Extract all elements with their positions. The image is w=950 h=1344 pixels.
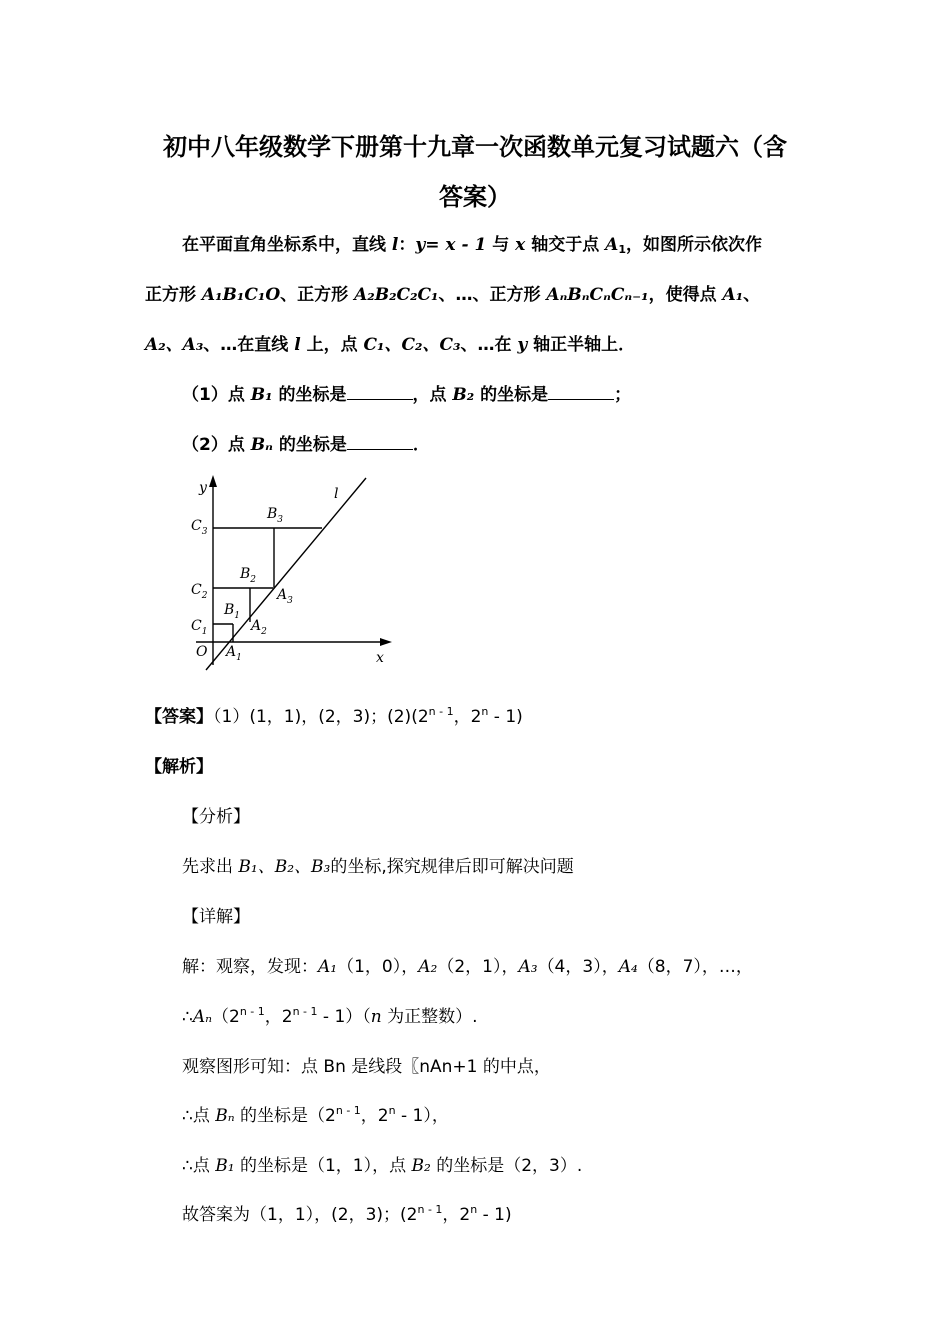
solution-line-2: ∴Aₙ（2$^{n - 1}$，2$^{n - 1}$ - 1）（n 为正整数）. bbox=[182, 1005, 478, 1027]
label-o: O bbox=[196, 644, 208, 660]
answer-blank-1[interactable] bbox=[347, 398, 413, 400]
document-title bbox=[120, 122, 830, 222]
answer-blank-3[interactable] bbox=[347, 448, 413, 450]
y-axis-arrow-icon bbox=[209, 475, 217, 487]
solution-line-6: 故答案为（1，1），(2，3)；(2$^{n - 1}$，2$^n$ - 1) bbox=[182, 1203, 512, 1225]
label-b3: $B_3$ bbox=[267, 506, 284, 525]
question-1: （1）点 B₁ 的坐标是 ，点 B₂ 的坐标是 ； bbox=[182, 385, 632, 405]
solution-line-4: ∴点 Bₙ 的坐标是（2$^{n - 1}$，2$^n$ - 1）， bbox=[182, 1104, 449, 1126]
label-x: x bbox=[376, 650, 384, 666]
solution-line-3: 观察图形可知：点 Bn 是线段〖nAn+1 的中点， bbox=[182, 1057, 551, 1077]
label-c1: $C_1$ bbox=[191, 618, 208, 637]
square-construction-figure bbox=[188, 470, 403, 675]
line-l bbox=[206, 478, 366, 670]
label-c3: $C_3$ bbox=[191, 518, 208, 537]
jiexi-heading: 【解析】 bbox=[145, 757, 213, 777]
label-a1: $A_1$ bbox=[226, 644, 242, 663]
label-b1: $B_1$ bbox=[224, 602, 241, 621]
label-l: l bbox=[334, 486, 339, 502]
problem-line-2: 正方形 A₁B₁C₁O、正方形 A₂B₂C₂C₁、…、正方形 AₙBₙCₙCₙ₋₁，使得点 A₁、 bbox=[145, 285, 761, 305]
xiangjie-heading: 【详解】 bbox=[182, 907, 250, 927]
answer-label: 【答案】 bbox=[145, 707, 213, 727]
x-axis-arrow-icon bbox=[380, 638, 392, 646]
title-line-1: 初中八年级数学下册第十九章一次函数单元复习试题六（含 bbox=[163, 133, 787, 161]
question-2: （2）点 Bₙ 的坐标是 ． bbox=[182, 435, 430, 455]
answer-blank-2[interactable] bbox=[548, 398, 614, 400]
analysis-text: 先求出 B₁、B₂、B₃的坐标,探究规律后即可解决问题 bbox=[182, 857, 574, 877]
solution-line-1: 解：观察，发现：A₁（1，0），A₂（2，1），A₃（4，3），A₄（8，7），…， bbox=[182, 957, 753, 977]
problem-line-3: A₂、A₃、…在直线 l 上，点 C₁、C₂、C₃、…在 y 轴正半轴上． bbox=[145, 335, 636, 355]
label-a2: $A_2$ bbox=[251, 618, 267, 637]
problem-line-1: 在平面直角坐标系中，直线 l：y= x - 1 与 x 轴交于点 $A_1$，如图所示依次作 bbox=[182, 235, 762, 256]
title-line-2: 答案） bbox=[439, 183, 511, 211]
label-a3: $A_3$ bbox=[277, 587, 293, 606]
answer-line: 【答案】（1）(1，1)，(2，3)；(2)(2$^{n - 1}$，2$^n$ - 1) bbox=[145, 705, 523, 727]
label-y: y bbox=[199, 480, 207, 496]
solution-line-5: ∴点 B₁ 的坐标是（1，1），点 B₂ 的坐标是（2，3）. bbox=[182, 1156, 583, 1176]
fenxi-heading: 【分析】 bbox=[182, 807, 250, 827]
label-b2: $B_2$ bbox=[240, 566, 257, 585]
label-c2: $C_2$ bbox=[191, 582, 208, 601]
